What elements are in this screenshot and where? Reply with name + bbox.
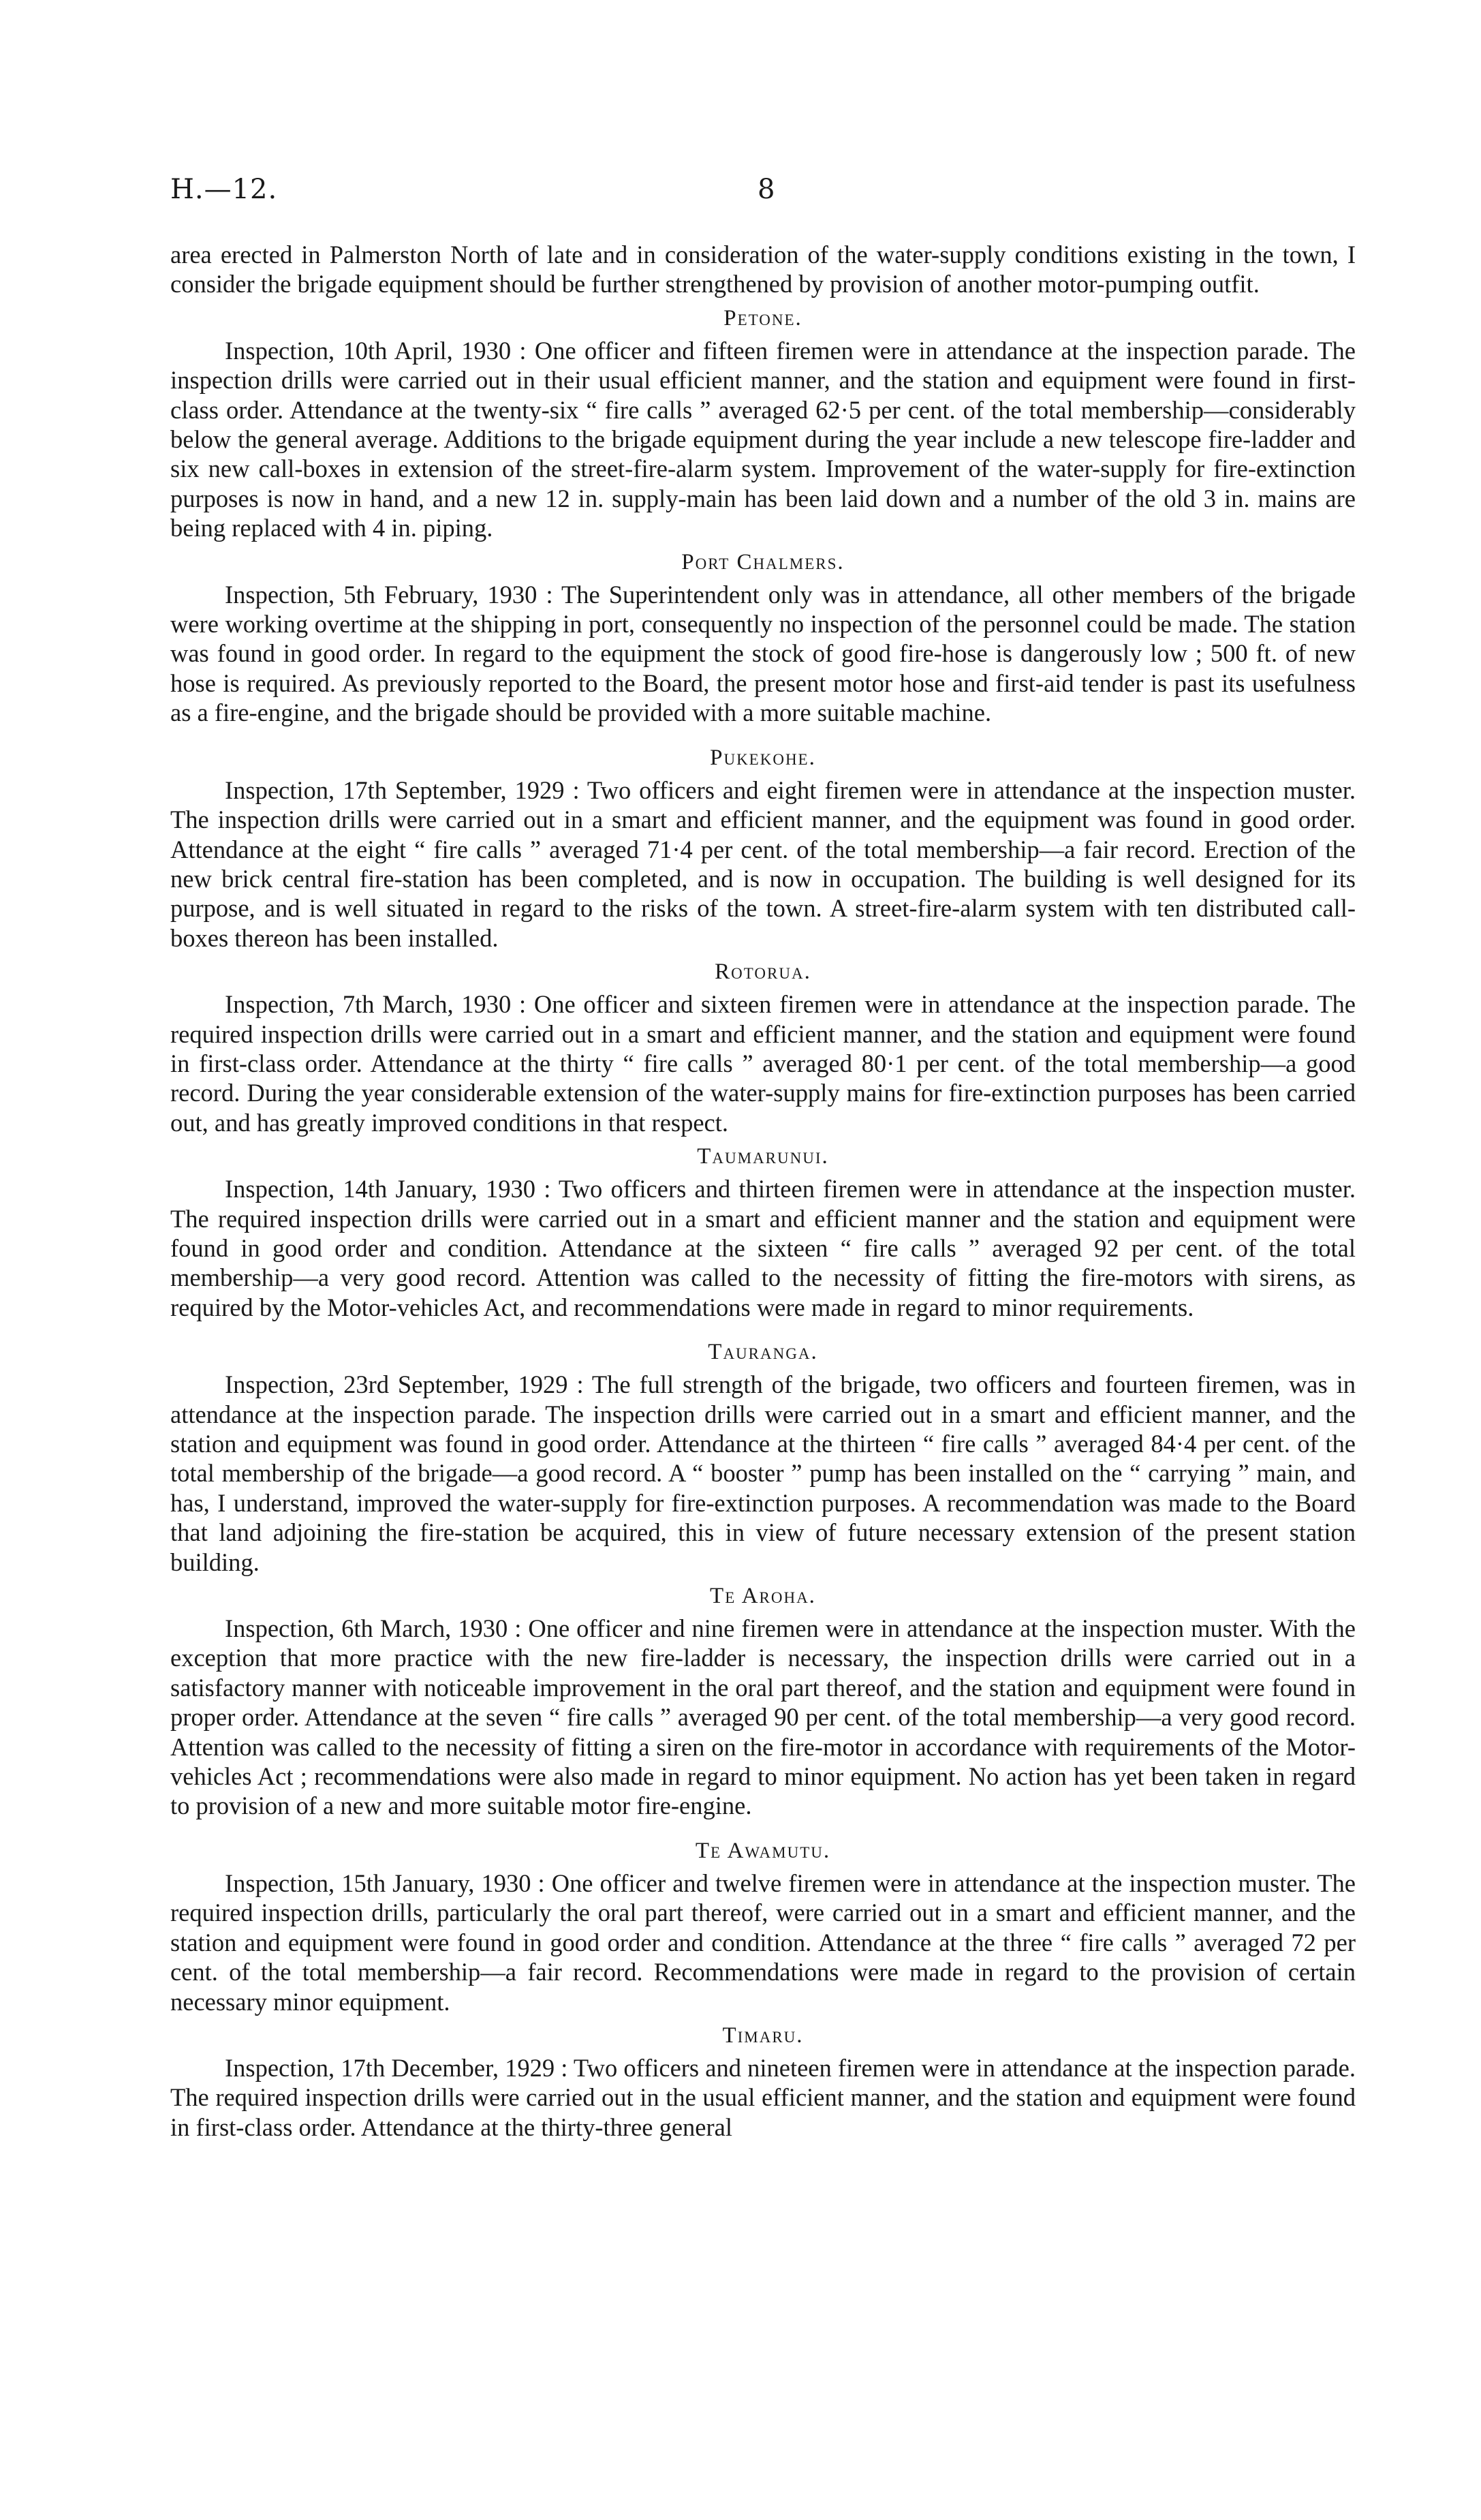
section-heading: Rotorua. (715, 959, 811, 985)
report-body (170, 240, 1356, 2142)
section-pukekohe (170, 743, 1356, 953)
page-number: 8 (758, 174, 775, 205)
section-heading: Tauranga. (708, 1340, 818, 1365)
section-paragraph: Inspection, 17th December, 1929 : Two officers and nineteen firemen were in attendance at the inspection parade. The required inspection drills were carried out in the usual efficient manner, and the station and equipment were found in first-class order. Attendance at the thirty-three general (170, 2053, 1356, 2141)
section-heading: Pukekohe. (710, 745, 816, 770)
page-header (170, 174, 1356, 215)
section-rotorua (170, 957, 1356, 1137)
section-heading: Taumarunui. (697, 1144, 829, 1169)
section-petone (170, 303, 1356, 543)
section-tauranga (170, 1337, 1356, 1577)
section-heading: Port Chalmers. (681, 549, 845, 574)
section-heading: Te Awamutu. (695, 1838, 831, 1863)
section-paragraph: Inspection, 23rd September, 1929 : The full strength of the brigade, two officers and fourteen firemen, was in attendance at the inspection parade. The inspection drills were carried out in a smart and efficient manner, and the station and equipment was found in good order. Attendance at the thirteen “ fire calls ” averaged 84·4 per cent. of the total membership of the brigade—a good record. A “ booster ” pump has been installed on the “ carrying ” main, and has, I understand, improved the water-supply for fire-extinction purposes. A recommendation was made to the Board that land adjoining the fire-station be acquired, this in view of future necessary extension of the present station building. (170, 1370, 1356, 1576)
section-paragraph: Inspection, 14th January, 1930 : Two officers and thirteen firemen were in attendance at the inspection muster. The required inspection drills were carried out in a smart and efficient manner and the station and equipment were found in good order and condition. Attendance at the sixteen “ fire calls ” averaged 92 per cent. of the total membership—a very good record. Attention was called to the necessity of fitting the fire-motors with sirens, as required by the Motor-vehicles Act, and recommendations were made in regard to minor requirements. (170, 1175, 1356, 1321)
intro-paragraph: area erected in Palmerston North of late and in consideration of the water-supply conditions existing in the town, I consider the brigade equipment should be further strengthened by provision of another motor-pumping outfit. (170, 241, 1356, 298)
section-te-aroha (170, 1581, 1356, 1821)
section-heading: Petone. (723, 305, 802, 331)
section-paragraph: Inspection, 10th April, 1930 : One officer and fifteen firemen were in attendance at the inspection parade. The inspection drills were carried out in their usual efficient manner, and the station and equipment were found in first-class order. Attendance at the twenty-six “ fire calls ” averaged 62·5 per cent. of the total membership—considerably below the general average. Additions to the brigade equipment during the year include a new telescope fire-ladder and six new call-boxes in extension of the street-fire-alarm system. Improvement of the water-supply for fire-extinction purposes is now in hand, and a new 12 in. supply-main has been laid down and a number of the old 3 in. mains are being replaced with 4 in. piping. (170, 336, 1356, 542)
section-port-chalmers (170, 547, 1356, 728)
section-heading: Te Aroha. (710, 1584, 816, 1609)
section-paragraph: Inspection, 6th March, 1930 : One officer and nine firemen were in attendance at the inspection muster. With the exception that more practice with the new fire-ladder is necessary, the inspection drills were carried out in a satisfactory manner with noticeable improvement in the oral part thereof, and the station and equipment were found in proper order. Attendance at the seven “ fire calls ” averaged 90 per cent. of the total membership—a very good record. Attention was called to the necessity of fitting a siren on the fire-motor in accordance with requirements of the Motor-vehicles Act ; recommendations were also made in regard to minor equipment. No action has yet been taken in regard to provision of a new and more suitable motor fire-engine. (170, 1614, 1356, 1820)
document-reference: H.—12. (170, 174, 278, 205)
section-paragraph: Inspection, 17th September, 1929 : Two officers and eight firemen were in attendance at the inspection muster. The inspection drills were carried out in a smart and efficient manner, and the equipment was found in good order. Attendance at the eight “ fire calls ” averaged 71·4 per cent. of the total membership—a fair record. Erection of the new brick central fire-station has been completed, and is now in occupation. The building is well designed for its purpose, and is well situated in regard to the risks of the town. A street-fire-alarm system with ten distributed call-boxes thereon has been installed. (170, 775, 1356, 952)
section-timaru (170, 2020, 1356, 2142)
section-taumarunui (170, 1141, 1356, 1322)
section-paragraph: Inspection, 15th January, 1930 : One officer and twelve firemen were in attendance at the inspection muster. The required inspection drills, particularly the oral part thereof, were carried out in a smart and efficient manner, and the station and equipment were found in good order and condition. Attendance at the three “ fire calls ” averaged 72 per cent. of the total membership—a fair record. Recommendations were made in regard to the provision of certain necessary minor equipment. (170, 1869, 1356, 2016)
section-paragraph: Inspection, 7th March, 1930 : One officer and sixteen firemen were in attendance at the inspection parade. The required inspection drills were carried out in a smart and efficient manner, and the station and equipment were found in first-class order. Attendance at the thirty “ fire calls ” averaged 80·1 per cent. of the total membership—a good record. During the year considerable extension of the water-supply mains for fire-extinction purposes has been carried out, and has greatly improved conditions in that respect. (170, 990, 1356, 1137)
section-te-awamutu (170, 1836, 1356, 2016)
section-heading: Timaru. (722, 2023, 804, 2048)
section-paragraph: Inspection, 5th February, 1930 : The Superintendent only was in attendance, all other members of the brigade were working overtime at the shipping in port, consequently no inspection of the personnel could be made. The station was found in good order. In regard to the equipment the stock of good fire-hose is dangerously low ; 500 ft. of new hose is required. As previously reported to the Board, the present motor hose and first-aid tender is past its usefulness as a fire-engine, and the brigade should be provided with a more suitable machine. (170, 580, 1356, 727)
